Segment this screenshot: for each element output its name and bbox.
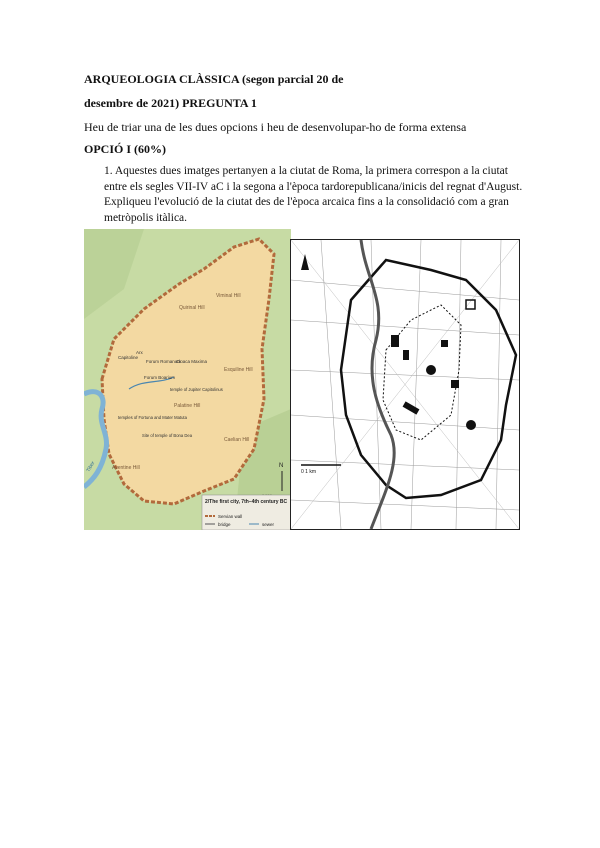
label-caelian: Caelian Hill <box>224 437 250 443</box>
question-number: 1. <box>104 165 113 177</box>
legend-wall: Servian wall <box>218 514 243 519</box>
map2-north-arrow <box>301 254 309 270</box>
title-line-2: desembre de 2021) PREGUNTA 1 <box>84 96 257 110</box>
outer-wall <box>341 260 516 498</box>
map2-scale-label: 0 1 km <box>301 469 317 475</box>
map-early-rome-svg <box>84 229 291 530</box>
label-arx: Arx <box>136 350 143 355</box>
map1-north-label: N <box>279 463 284 469</box>
option-heading: OPCIÓ I (60%) <box>84 142 166 156</box>
legend-title: 2/The first city, 7th–4th century BC <box>205 499 288 505</box>
label-viminal: Viminal Hill <box>216 293 241 299</box>
label-forum-boarium: Forum Boarium <box>144 375 176 380</box>
title-line-1: ARQUEOLOGIA CLÀSSICA (segon parcial 20 de <box>84 72 344 86</box>
label-tiber: Tiber <box>85 460 97 474</box>
monument-6 <box>451 380 459 388</box>
label-forum-romanum: Forum Romanum <box>146 359 182 364</box>
question-text: Aquestes dues imatges pertanyen a la ciutat de Roma, la primera correspon a la ciutat entre els segles VII-IV aC i la segona a l'època tardorepublicana/inicis del regnat d'August. Expliqueu l'evolució de la ciutat des de l'època arcaica fins a la consolidació com a gran metròpolis itàlica. <box>104 165 523 224</box>
monument-3 <box>426 365 436 375</box>
label-aventine: Aventine Hill <box>112 465 140 471</box>
label-esquiline: Esquiline Hill <box>224 367 253 373</box>
legend-sewer: sewer <box>262 522 275 527</box>
label-cloaca: Cloaca Maxima <box>176 359 208 364</box>
label-temple-fortuna: temples of Fortuna and Mater Matuta <box>118 415 187 420</box>
monument-circus <box>403 401 420 414</box>
monument-7 <box>466 420 476 430</box>
question-1 <box>104 164 524 226</box>
map-early-rome <box>84 229 291 530</box>
monument-1 <box>391 335 399 347</box>
street-network <box>291 240 519 529</box>
instructions: Heu de triar una de les dues opcions i heu de desenvolupar-ho de forma extensa <box>84 120 467 134</box>
label-quirinal: Quirinal Hill <box>179 305 205 311</box>
label-temple-jupiter: temple of Jupiter Capitolinus <box>170 387 223 392</box>
label-bona-dea: Site of temple of Bona Dea <box>142 433 193 438</box>
label-capitoline: Capitoline <box>118 355 139 360</box>
legend-bridge: bridge <box>218 522 231 527</box>
monument-2 <box>403 350 409 360</box>
map-augustan-rome <box>290 239 520 530</box>
label-palatine: Palatine Hill <box>174 403 201 409</box>
monument-4 <box>441 340 448 347</box>
map-augustan-rome-svg <box>291 240 519 529</box>
servian-circuit <box>383 305 461 440</box>
